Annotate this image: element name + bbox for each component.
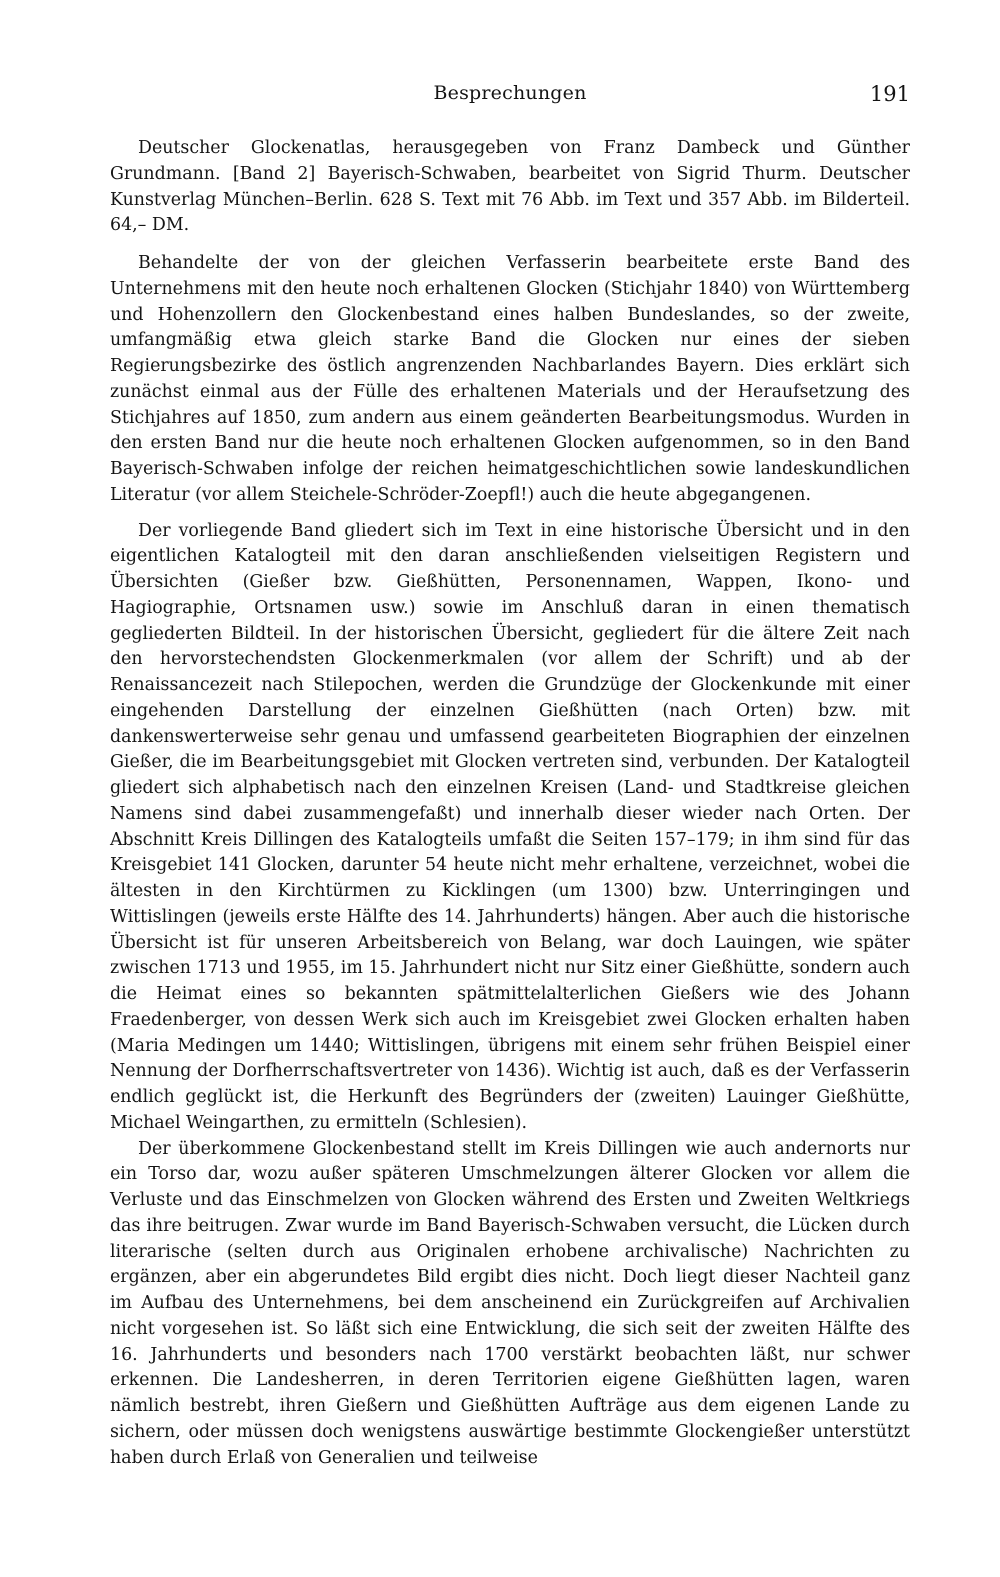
review-paragraph: Der überkommene Glockenbestand stellt im Kreis Dillingen wie auch andernorts nur ein Torso dar, wozu außer späteren Umschmelzungen älterer Glocken vor allem die Verluste und das Einschmelzen von Glocken während des Ersten und Zweiten Weltkriegs das ihre beitrugen. Zwar wurde im Band Bayerisch-Schwaben versucht, die Lücken durch literarische (selten durch aus Originalen erhobene archivalische) Nachrichten zu ergänzen, aber ein abgerundetes Bild ergibt dies nicht. Doch liegt dieser Nachteil ganz im Aufbau des Unternehmens, bei dem anscheinend ein Zurückgreifen auf Archivalien nicht vorgesehen ist. So läßt sich eine Entwicklung, die sich seit der zweiten Hälfte des 16. Jahrhunderts und besonders nach 1700 verstärkt beobachten läßt, nur schwer erkennen. Die Landesherren, in deren Territorien eigene Gießhütten lagen, waren nämlich bestrebt, ihren Gießern und Gießhütten Aufträge aus dem eigenen Lande zu sichern, oder müssen doch wenigstens auswärtige bestimmte Glockengießer unterstützt haben durch Erlaß von Generalien und teilweise [110, 1138, 910, 1468]
book-citation: Deutscher Glockenatlas, herausgegeben von Franz Dambeck und Günther Grundmann. [Band 2] Bayerisch-Schwaben, bearbeitet von Sigrid Thurm. Deutscher Kunstverlag München–Berlin. 628 S. Text mit 76 Abb. im Text und 357 Abb. im Bilderteil. 64,– DM. [110, 138, 910, 236]
review-paragraph: Behandelte der von der gleichen Verfasserin bearbeitete erste Band des Unternehmens mit den heute noch erhaltenen Glocken (Stichjahr 1840) von Württemberg und Hohenzollern den Glockenbestand eines halben Bundeslandes, so der zweite, umfangmäßig etwa gleich starke Band die Glocken nur eines der sieben Regierungsbezirke des östlich angrenzenden Nachbarlandes Bayern. Dies erklärt sich zunächst einmal aus der Fülle des erhaltenen Materials und der Heraufsetzung des Stichjahres auf 1850, zum andern aus einem geänderten Bearbeitungsmodus. Wurden in den ersten Band nur die heute noch erhaltenen Glocken aufgenommen, so in den Band Bayerisch-Schwaben infolge der reichen heimatgeschichtlichen sowie landeskundlichen Literatur (vor allem Steichele-Schröder-Zoepfl!) auch die heute abgegangenen. [110, 253, 910, 505]
running-title: Besprechungen [433, 82, 587, 104]
review-paragraph: Der vorliegende Band gliedert sich im Text in eine historische Übersicht und in den eigentlichen Katalogteil mit den daran anschließenden vielseitigen Registern und Übersichten (Gießer bzw. Gießhütten, Personennamen, Wappen, Ikono- und Hagiographie, Ortsnamen usw.) sowie im Anschluß daran in einen thematisch gegliederten Bildteil. In der historischen Übersicht, gegliedert für die ältere Zeit nach den hervorstechendsten Glockenmerkmalen (vor allem der Schrift) und ab der Renaissancezeit nach Stilepochen, werden die Grundzüge der Glockenkunde mit einer eingehenden Darstellung der einzelnen Gießhütten (nach Orten) bzw. mit dankenswerterweise sehr genau und umfassend gearbeiteten Biographien der einzelnen Gießer, die im Bearbeitungsgebiet mit Glocken vertreten sind, verbunden. Der Katalogteil gliedert sich alphabetisch nach den einzelnen Kreisen (Land- und Stadtkreise gleichen Namens sind dabei zusammengefaßt) und innerhalb dieser wieder nach Orten. Der Abschnitt Kreis Dillingen des Katalogteils umfaßt die Seiten 157–179; in ihm sind für das Kreisgebiet 141 Glocken, darunter 54 heute nicht mehr erhaltene, verzeichnet, wobei die ältesten in den Kirchtürmen zu Kicklingen (um 1300) bzw. Unterringingen und Wittislingen (jeweils erste Hälfte des 14. Jahrhunderts) hängen. Aber auch die historische Übersicht ist für unseren Arbeitsbereich von Belang, war doch Lauingen, wie später zwischen 1713 und 1955, im 15. Jahrhundert nicht nur Sitz einer Gießhütte, sondern auch die Heimat eines so bekannten spätmittelalterlichen Gießers wie des Johann Fraedenberger, von dessen Werk sich auch im Kreisgebiet zwei Glocken erhalten haben (Maria Medingen um 1440; Wittislingen, übrigens mit einem sehr frühen Beispiel einer Nennung der Dorfherrschaftsvertreter von 1436). Wichtig ist auch, daß es der Verfasserin endlich geglückt ist, die Herkunft des Begründers der (zweiten) Lauinger Gießhütte, Michael Weingarthen, zu ermitteln (Schlesien). [110, 520, 910, 1133]
review-body [110, 136, 910, 1471]
page-number: 191 [869, 82, 910, 106]
running-head [110, 82, 910, 112]
